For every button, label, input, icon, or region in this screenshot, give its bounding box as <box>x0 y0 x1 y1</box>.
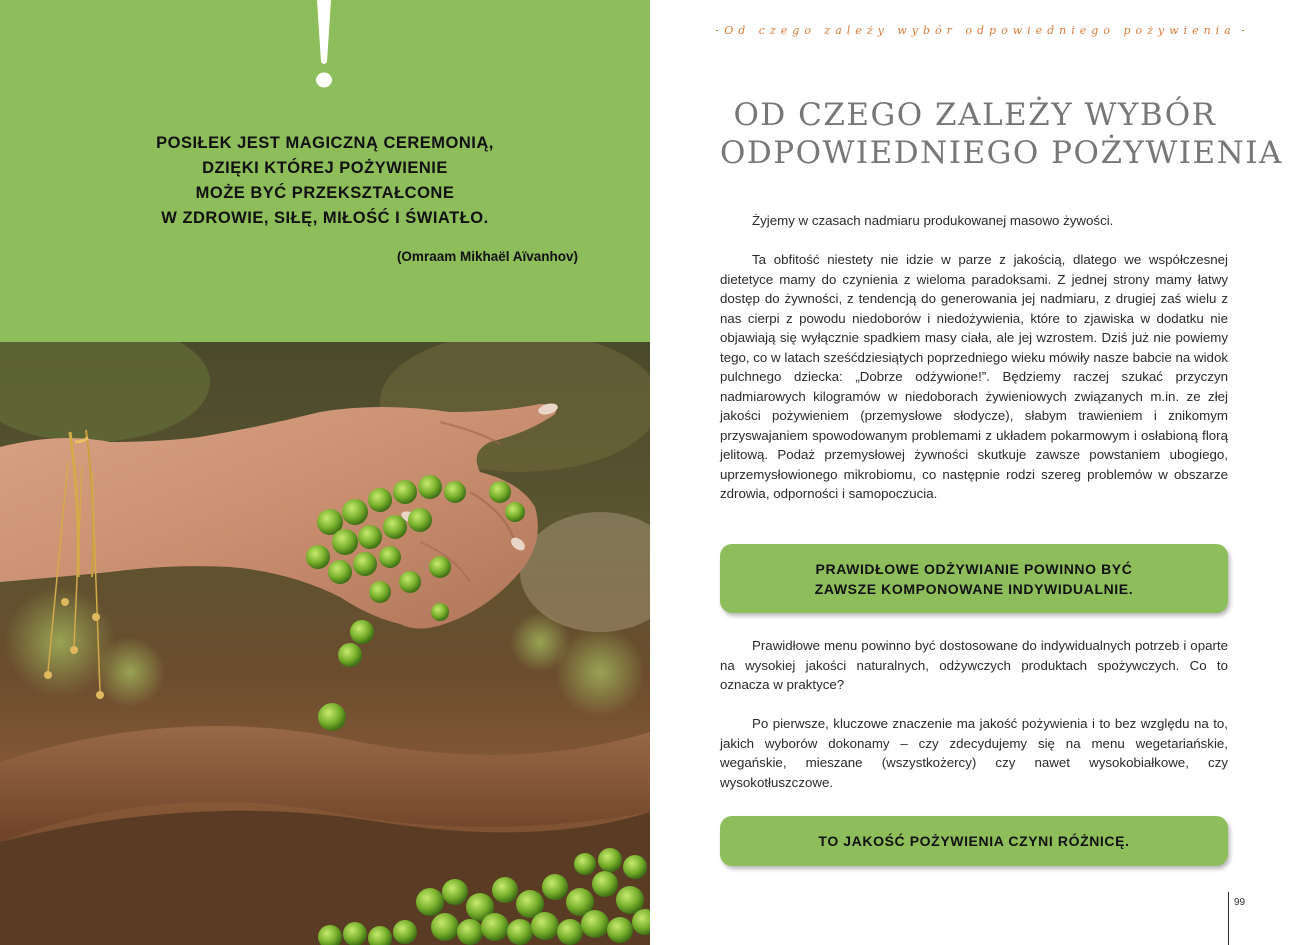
running-header-text: Od czego zależy wybór odpowiedniego pożywienia <box>724 23 1236 37</box>
title-line: ODPOWIEDNIEGO POŻYWIENIA <box>720 135 1283 171</box>
paragraph: Prawidłowe menu powinno być dostosowane do indywidualnych potrzeb i oparte na wysokiej jakości naturalnych, odżywczych produktach spożywczych. Co to oznacza w praktyce? <box>720 638 1228 692</box>
body-section-2 <box>720 636 1228 792</box>
body-section-1 <box>720 211 1228 504</box>
quote-line: MOŻE BYĆ PRZEKSZTAŁCONE <box>195 184 455 202</box>
callout-line: ZAWSZE KOMPONOWANE INDYWIDUALNIE. <box>814 580 1134 597</box>
title-line: OD CZEGO ZALEŻY WYBÓR <box>733 97 1217 133</box>
header-dash-right <box>1242 30 1244 31</box>
right-page <box>650 0 1300 945</box>
callout-line: PRAWIDŁOWE ODŻYWIANIE POWINNO BYĆ <box>815 560 1133 577</box>
running-header <box>710 20 1250 40</box>
quote-line: DZIĘKI KTÓREJ POŻYWIENIE <box>202 159 448 177</box>
chapter-title <box>720 96 1283 172</box>
page-number-rule <box>1228 892 1229 945</box>
paragraph: Żyjemy w czasach nadmiaru produkowanej masowo żywości. <box>752 213 1114 228</box>
hand-with-peas-photo <box>0 342 650 945</box>
quote-line: POSIŁEK JEST MAGICZNĄ CEREMONIĄ, <box>156 134 494 152</box>
callout-box-1 <box>720 544 1228 613</box>
paragraph: Ta obfitość niestety nie idzie w parze z jakością, dlatego we współczesnej dietetyce mamy do czynienia z wieloma paradoksami. Z jednej strony mamy łatwy dostęp do żywności, z tendencją do generowania jej nadmiaru, z drugiej zaś wielu z nas cierpi z powodu niedoborów i niedożywienia, które to zjawiska w dodatku nie objawiają się wyłącznie spadkiem masy ciała, ale jej wzrostem. Dziś już nie powiemy tego, co w latach sześćdziesiątych poprzedniego wieku mówiły nasze babcie na widok pulchnego dziecka: „Dobrze odżywione!”. Będziemy raczej szukać przyczyn nadmiarowych kilogramów w niedoborach żywieniowych związanych m.in. ze złej jakości pożywieniem (przemysłowe słodycze), słabym trawieniem i znikomym przyswajaniem spowodowanym problemami z układem pokarmowym i osłabioną florą jelitową. Podaż przemysłowej żywności skutkuje zawsze powstaniem ubogiego, uprzemysłowionego mikrobiomu, co następnie rodzi szereg problemów w obszarze zdrowia, odporności i samopoczucia. <box>720 252 1228 501</box>
quote-line: W ZDROWIE, SIŁĘ, MIŁOŚĆ I ŚWIATŁO. <box>161 209 489 227</box>
callout-line: TO JAKOŚĆ POŻYWIENIA CZYNI RÓŻNICĘ. <box>818 833 1130 849</box>
quote-panel <box>0 0 650 342</box>
page-number: 99 <box>1234 897 1246 908</box>
quote-author: (Omraam Mikhaël Aïvanhov) <box>396 249 578 264</box>
quote-text <box>120 131 530 231</box>
paragraph: Po pierwsze, kluczowe znaczenie ma jakość pożywienia i to bez względu na to, jakich wyborów dokonamy – czy zdecydujemy się na menu wegetariańskie, wegańskie, mieszane (wszystkożercy) czy nawet wysokobiałkowe, czy wysokotłuszczowe. <box>720 716 1228 790</box>
callout-box-2 <box>720 816 1228 866</box>
exclamation-mark-icon <box>306 0 342 100</box>
header-dash-left <box>716 30 718 31</box>
